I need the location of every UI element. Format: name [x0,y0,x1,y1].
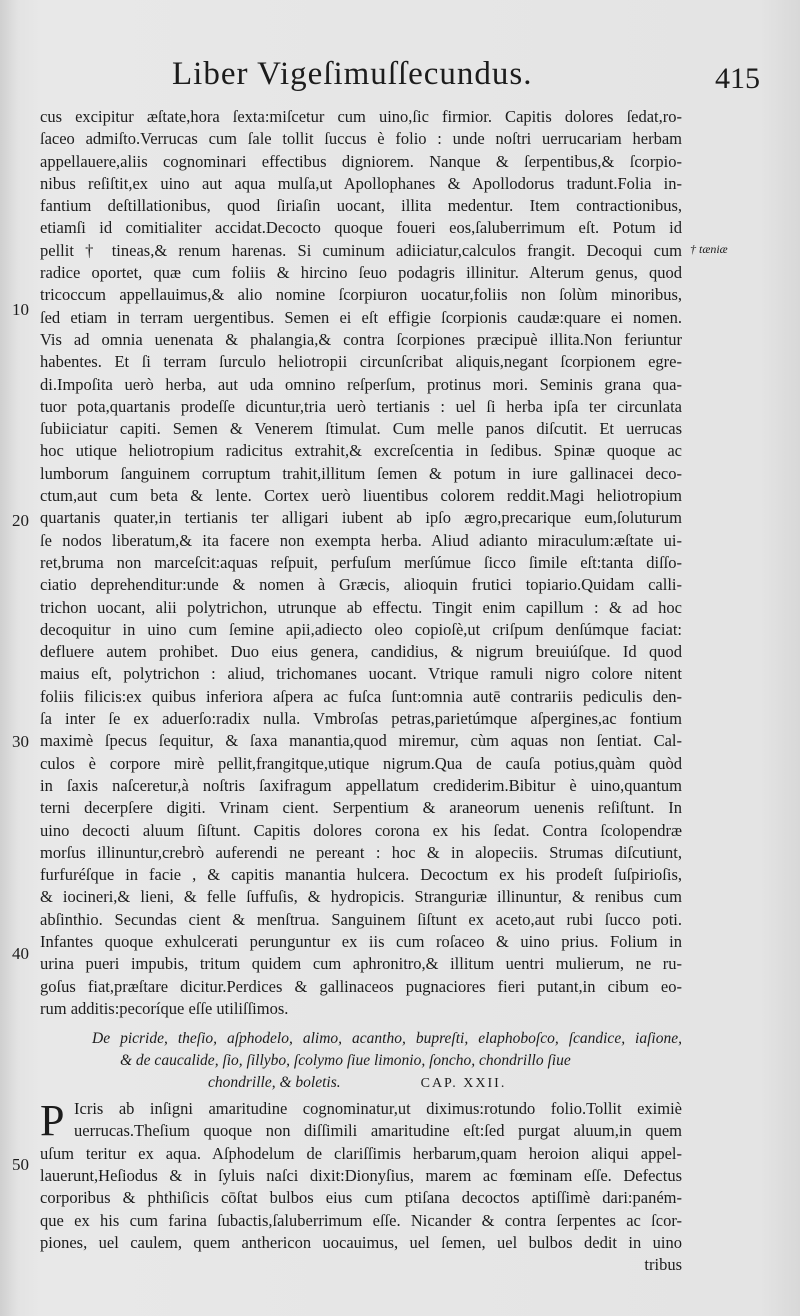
page-header [160,56,760,100]
text-line: radice oportet, quæ cum foliis & hircino ſeuo podagris illinitur. Alterum genus, quod [40,263,682,283]
page-number: 415 [715,62,760,95]
text-line: quartanis quater,in tertianis ter alligari iubent ab ipſo ægro,precarique eum,ſoluturum [40,508,682,528]
text-line: ctum,aut cum beta & lente. Cortex uerò liuentibus colorem reddit.Magi heliotropium [40,486,682,506]
paragraph-top [40,106,682,1020]
line-number-40: 40 [12,944,29,963]
chapter-opening [40,1096,682,1146]
text-block [40,106,682,1277]
text-line: corporibus & phthiſicis cōſtat bulbos eius cum ptiſana decoctos aptiſſimè dari:paném- [40,1188,682,1208]
chapter-number: CAP. XXII. [420,1076,507,1092]
line-number-20: 20 [12,511,29,530]
text-line: Icris ab inſigni amaritudine cognominatur,ut diximus:rotundo folio.Tollit eximiè [74,1099,682,1119]
text-line: habentes. Et ſi terram ſurculo heliotropii circunſcribat aliquis,negant ſcorpionem egre- [40,352,682,372]
text-line: que ex his cum farina ſubactis,ſaluberrimum eſſe. Nicander & contra ſerpentes ac ſcor- [40,1210,682,1230]
text-line: uſum teritur ex aqua. Aſphodelum de clariſſimis herbarum,quam heroion aliqui appel- [40,1143,682,1163]
chapter-heading-line: & de caucalide, ſio, ſillybo, ſcolymo ſiue limonio, ſoncho, chondrillo ſiue [120,1052,571,1070]
chapter-heading-line: De picride, theſio, aſphodelo, alimo, acantho, bupreſti, elaphoboſco, ſcandice, iaſione, [92,1030,682,1048]
text-line: foliis filicis:ex quibus inferiora aſpera ac fuſca ſunt:omnia autē contrariis pediculis den- [40,686,682,706]
text-line: nibus reſiſtit,ex uino aut aqua mulſa,ut Apollophanes & Apollodorus tradunt.Folia in- [40,173,682,193]
chapter-heading [40,1028,682,1094]
text-line: Infantes quoque exhulcerati perunguntur ex iis cum roſaceo & uino prius. Folium in [40,931,682,951]
text-line: abſinthio. Secundas cient & menſtrua. Sanguinem ſiſtunt ex aceto,aut rubi ſucco poti. [40,909,682,929]
text-line: ſe nodos liberatum,& ita facere non exempta herba. Aliud adianto miraculum:æſtate ui- [40,530,682,550]
text-line: urina pueri impubis, tritum quidem cum aphronitro,& illitum uentri mulierum, ne ru- [40,954,682,974]
text-line: trichon uocant, alii polytrichon, utrunque ab effectu. Tingit enim capillum : & ad hoc [40,597,682,617]
text-line: pellit † tineas,& renum harenas. Si cuminum adiiciatur,calculos frangit. Decoqui cum [40,240,682,260]
text-line: etiamſi id comitialiter accidat.Decocto quoque foueri eos,ſaluberrimum eſt. Potum id [40,218,682,238]
text-line: rum additis:pecoríque eſſe utiliſſimos. [40,998,289,1018]
text-line: goſus fiat,præſtare dicitur.Perdices & gallinaceos pugnaciores fieri putant,in cibum eo- [40,976,682,996]
text-line: hoc utique heliotropium radicitus extrahit,& excreſcentia in ſedibus. Spinæ quoque ac [40,441,682,461]
text-line: fantium deſtillationibus, quod ſiriaſin uocant, illita medentur. Item contractionibus, [40,196,682,216]
text-line: furfuréſque in facie , & capitis manantia hulcera. Decoctum ex his prodeſt ſuſpirioſis, [40,865,682,885]
text-line: ciatio deprehenditur:unde & nomen à Græcis, alioquin frutici topiario.Quidam calli- [40,575,682,595]
text-line: lauerunt,Heſiodus & in ſyluis naſci dixit:Dionyſius, marem ac fœminam eſſe. Defectus [40,1166,682,1186]
text-line: uino decocti aluum ſiſtunt. Capitis dolores corona ex his ſedat. Contra ſcolopendræ [40,820,682,840]
text-line: tricoccum appellauimus,& alio nomine ſcorpiuron uocatur,foliis non ſolùm minoribus, [40,285,682,305]
text-line: ſubiiciatur capiti. Semen & Venerem ſtimulat. Cum melle panos diſcutit. Et uerrucas [40,419,682,439]
text-line: ſaceo admiſto.Verrucas cum ſale tollit ſuccus è folio : unde noſtri uerrucariam herbam [40,129,682,149]
text-line: lumborum ſanguinem corruptum trahit,illitum ſemen & potum in iure gallinacei deco- [40,463,682,483]
text-line: culos è corpore mirè pellit,frangitque,utique nigrum.Qua de cauſa potius,quàm quòd [40,753,682,773]
line-number-50: 50 [12,1155,29,1174]
text-line: decoquitur in uino cum ſemine apii,adiecto oleo copioſè,ut criſpum denſúmque faciat: [40,619,682,639]
line-number-10: 10 [12,300,29,319]
chapter-heading-line: chondrille, & boletis. [208,1074,341,1092]
text-line: & iocineri,& lieni, & felle ſuffuſis, & hydropicis. Stranguriæ illinuntur, & renibus cum [40,887,682,907]
text-line: maximè ſpecus ſequitur, & ſaxa manantia,quod miremur, cùm aquas non ſentiat. Cal- [40,731,682,751]
text-line: ſa inter ſe ex aduerſo:radix nulla. Vmbroſas petras,parietúmque aſpergines,ac fontium [40,709,682,729]
chapter-heading-line [40,1072,682,1094]
text-line: morſus illinuntur,crebrò auferendi ne pereant : hoc & in alopeciis. Strumas diſcutiunt, [40,842,682,862]
text-line: Vis ad omnia uenenata & phalangia,& contra ſcorpiones præcipuè illita.Non feriuntur [40,329,682,349]
text-line: tuor pota,quartanis prodeſſe dicuntur,tria uerò tertianis : uel ſi herba ipſa ter circunlata [40,396,682,416]
text-line: in ſaxis naſceretur,à noſtris ſaxifragum appellatum crediderim.Bibitur è uino,quantum [40,775,682,795]
text-line: cus excipitur æſtate,hora ſexta:miſcetur cum uino,ſic firmior. Capitis dolores ſedat,ro- [40,107,682,126]
paragraph-bottom [40,1143,682,1254]
line-number-30: 30 [12,732,29,751]
running-title: Liber Vigeſimuſſecundus. [172,56,533,92]
text-line: appellauere,aliis cognominari effectibus digniorem. Nanque & ſerpentibus,& ſcorpio- [40,151,682,171]
catchword: tribus [644,1255,682,1275]
text-line: ſed etiam in terram uergentibus. Semen ei eſt effigie ſcorpionis caudæ:quare ei nomen. [40,307,682,327]
text-line: ret,bruma non marceſcit:aquas reſpuit, perfuſum merſúmue ſicco ſimile eſt:tanta diſſo- [40,552,682,572]
text-line: di.Impoſita uerò herba, aut uda omnino reſperſum, protinus mori. Seminis grana qua- [40,374,682,394]
text-line: uerrucas.Theſium quoque non diſſimili amaritudine eſt:ſed purgat aluum,in quem [74,1121,682,1141]
text-line: terni decerpſere digiti. Vrinam cient. Serpentium & araneorum uenenis reſiſtunt. In [40,798,682,818]
margin-note: † tæniæ [690,242,728,256]
drop-cap: P [40,1096,65,1146]
text-line: piones, uel caulem, quem anthericon uocauimus, uel ſemen, uel bulbos dedit in uino [40,1232,682,1252]
text-line: maius eſt, polytrichon : aliud, trichomanes uocant. Vtrique ramuli nigro colore nitent [40,664,682,684]
text-line: defluere autem prohibet. Duo eius genera, candidius, & nigrum breuiúſque. Id quod [40,642,682,662]
